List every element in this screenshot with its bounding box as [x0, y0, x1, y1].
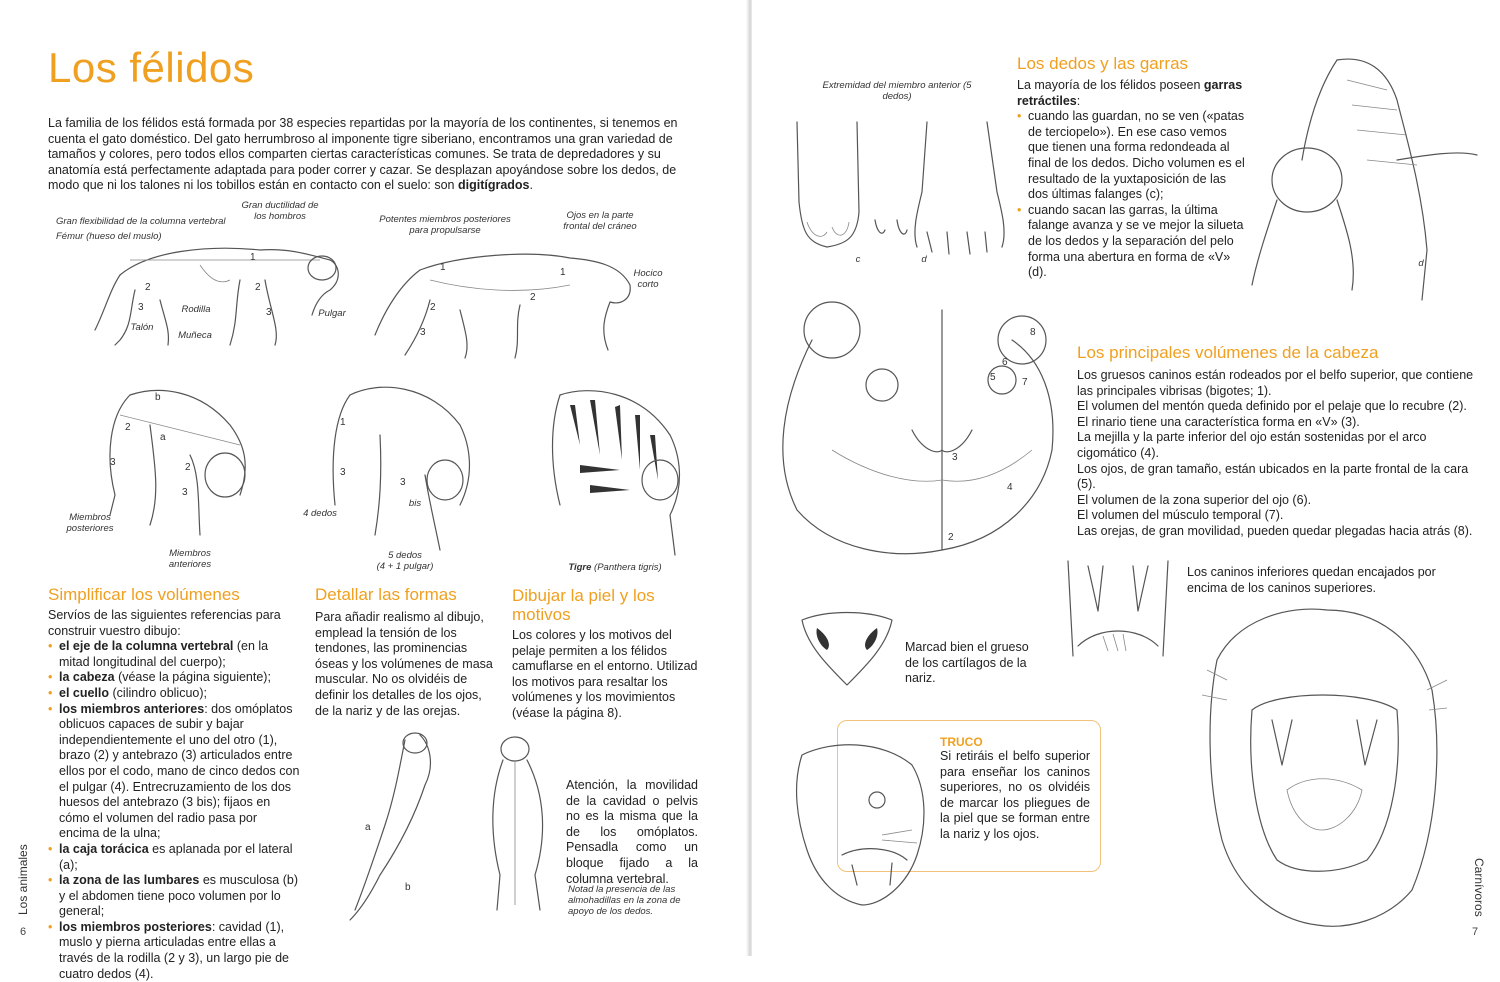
label-pulgar: Pulgar	[318, 308, 346, 319]
simplificar-intro: Servíos de las siguientes referencias para construir vuestro dibujo:	[48, 608, 281, 638]
svg-text:2: 2	[185, 462, 191, 473]
list-item-text: (véase la página siguiente);	[114, 670, 271, 685]
list-item	[48, 686, 300, 702]
volumen-line: El volumen del músculo temporal (7).	[1077, 508, 1284, 523]
svg-text:2: 2	[125, 422, 131, 433]
list-item-bold: la cabeza	[59, 670, 115, 685]
svg-text:3: 3	[400, 477, 406, 488]
svg-text:b: b	[155, 392, 161, 403]
label-cinco-dedos: 5 dedos	[388, 550, 422, 561]
list-item-text: es musculosa (b) y el abdomen tiene poco volumen por lo general;	[59, 873, 298, 919]
letter-d-tiger: d	[1418, 258, 1424, 269]
dedos-intro: La mayoría de los félidos poseen	[1017, 78, 1204, 92]
volumen-line: Las orejas, de gran movilidad, pueden quedar plegadas hacia atrás (8).	[1077, 523, 1473, 538]
side-label-right: Carnívoros	[1472, 858, 1486, 917]
piel-text: Los colores y los motivos del pelaje permiten a los félidos camuflarse en el entorno. Utilizad los motivos para resaltar los volúmenes y los movimientos (véase la página 8).	[512, 628, 698, 720]
extremidad-caption: Extremidad del miembro anterior (5 dedos)	[822, 80, 972, 102]
dedos-intro-bold: garras retráctiles	[1017, 78, 1243, 108]
heading-volumenes: Los principales volúmenes de la cabeza	[1077, 343, 1379, 362]
left-page	[0, 0, 748, 981]
list-item-text: : dos omóplatos oblicuos capaces de subir y bajar independientemente el uno del otro (1), brazo (2) y antebrazo (3) articulados entre ellos por el codo, mano de cinco dedos con el pulgar (4). Entrecruzamiento de los dos huesos del antebrazo (3 bis); fijaos en cómo el volumen del radio pasa por encima de la ulna;	[59, 701, 300, 841]
spine-top-view-drawing	[340, 725, 450, 925]
volumen-line: El rinario tiene una característica forma en «V» (3).	[1077, 414, 1360, 429]
letter-d: d	[921, 254, 927, 265]
label-talon: Talón	[130, 322, 154, 333]
volumen-line: El volumen del mentón queda definido por el pelaje que lo recubre (2).	[1077, 399, 1467, 414]
simplificar-list	[48, 639, 300, 982]
svg-text:1: 1	[560, 267, 566, 278]
dedos-block	[1017, 78, 1249, 281]
head-volumes-drawing	[772, 300, 1072, 580]
list-item	[48, 639, 300, 670]
caninos-text: Los caninos inferiores quedan encajados por encima de los caninos superiores.	[1187, 565, 1436, 595]
caption-tigre-bold: Tigre	[568, 562, 592, 573]
lioness-snarl-drawing	[782, 735, 932, 910]
list-item-bold: el eje de la columna vertebral	[59, 639, 234, 654]
label-columna: Gran flexibilidad de la columna vertebral	[56, 216, 226, 227]
svg-text:2: 2	[948, 532, 954, 543]
label-hombros: Gran ductilidad de los hombros	[241, 200, 319, 222]
simplificar-block	[48, 608, 300, 982]
svg-text:1: 1	[250, 252, 256, 263]
truco-text: Si retiráis el belfo superior para enseñar los caninos superiores, no os olvidéis de marcar los pliegues de la piel que se forman entre la nariz y los ojos.	[940, 749, 1090, 841]
page-number-right: 7	[1472, 926, 1479, 938]
intro-text: La familia de los félidos está formada por 38 especies repartidas por la mayoría de los continentes, si tenemos en cuenta el gato doméstico. Del gato herrumbroso al imponente tigre siberiano, encontramos una gran variedad de tamaños y colores, pero todos ellos comparten ciertas características comunes. Se trata de depredadores y su anatomía está perfectamente adaptada para poder correr y cazar. Se desplazan apoyándose sobre los dedos, de modo que ni los talones ni los tobillos están en contacto con el suelo: son	[48, 116, 678, 193]
label-hocico: Hocico corto	[633, 268, 663, 290]
list-item	[48, 670, 300, 686]
label-miembros-posteriores: Miembros posteriores	[66, 512, 114, 534]
label-cinco-dedos-2: (4 + 1 pulgar)	[376, 561, 434, 572]
roaring-tiger-drawing	[1197, 600, 1447, 930]
volumen-line: Los ojos, de gran tamaño, están ubicados en la parte frontal de la cara (5).	[1077, 461, 1469, 492]
list-item: • cuando las guardan, no se ven («patas de terciopelo»). En ese caso vemos que tienen una forma redondeada al final de los dedos. Dicho volumen es el resultado de la yuxtaposición de las dos últimas falanges (c);	[1017, 109, 1249, 203]
volumenes-block	[1077, 368, 1477, 540]
truco-content	[940, 735, 1090, 843]
svg-text:4: 4	[1007, 482, 1013, 493]
list-item-text: : cavidad (1), muslo y pierna articuladas entre ellas a través de la rodilla (2 y 3), un largo pie de cuatro dedos (4).	[59, 919, 289, 981]
list-item	[48, 873, 300, 920]
svg-text:3: 3	[340, 467, 346, 478]
svg-text:2: 2	[530, 292, 536, 303]
notad-caption: Notad la presencia de las almohadillas en la zona de apoyo de los dedos.	[568, 884, 681, 917]
cat-back-view-drawing	[485, 735, 565, 915]
list-item-bold: el cuello	[59, 685, 110, 700]
label-ojos: Ojos en la parte frontal del cráneo	[563, 210, 637, 232]
svg-text:a: a	[365, 822, 371, 833]
svg-text:b: b	[405, 882, 411, 893]
label-miembros-anteriores: Miembros anteriores	[168, 548, 212, 570]
nariz-text: Marcad bien el grueso de los cartílagos de la nariz.	[905, 640, 1029, 686]
svg-text:7: 7	[1022, 377, 1028, 388]
skeleton-cat-drawing	[90, 220, 350, 370]
svg-text:2: 2	[430, 302, 436, 313]
svg-text:3: 3	[182, 487, 188, 498]
side-label-left: Los animales	[16, 844, 30, 915]
heading-simplificar: Simplificar los volúmenes	[48, 585, 240, 604]
atencion-text: Atención, la movilidad de la cavidad o pelvis no es la misma que la de los omóplatos. Pensadla como un bloque fijado a la columna vertebral.	[566, 778, 698, 886]
svg-text:5: 5	[990, 372, 996, 383]
svg-text:3: 3	[138, 302, 144, 313]
caption-tigre	[540, 562, 690, 573]
intro-paragraph	[48, 116, 700, 194]
right-page	[752, 0, 1500, 956]
nose-drawing	[797, 610, 897, 690]
list-item	[48, 842, 300, 873]
list-item	[48, 702, 300, 842]
truco-label: TRUCO	[940, 735, 983, 749]
svg-text:8: 8	[1030, 327, 1036, 338]
svg-text:3: 3	[266, 307, 272, 318]
letter-c: c	[855, 254, 861, 265]
volumen-line: Los gruesos caninos están rodeados por el belfo superior, que contiene las principales vibrisas (bigotes; 1).	[1077, 368, 1474, 398]
list-item-text: (cilindro oblicuo);	[109, 685, 207, 700]
heading-dedos: Los dedos y las garras	[1017, 54, 1189, 73]
intro-bold: digitígrados	[457, 178, 530, 193]
list-item	[48, 920, 300, 982]
teeth-drawing	[1058, 556, 1178, 666]
svg-text:a: a	[160, 432, 166, 443]
svg-text:1: 1	[440, 262, 446, 273]
svg-text:2: 2	[255, 282, 261, 293]
label-cuatro-dedos: 4 dedos	[303, 508, 337, 519]
label-femur: Fémur (hueso del muslo)	[56, 231, 162, 242]
list-item-bold: la zona de las lumbares	[59, 873, 200, 888]
heading-piel: Dibujar la piel y los motivos	[512, 586, 655, 624]
svg-text:3: 3	[110, 457, 116, 468]
svg-text:2: 2	[145, 282, 151, 293]
intro-end: .	[529, 178, 533, 193]
lioness-front-drawing	[320, 375, 490, 555]
label-bis: bis	[408, 498, 422, 509]
list-item: • cuando sacan las garras, la última falange avanza y se ve mejor la silueta de los dedos y la separación del pelo forma una abertura en forma de «V» (d).	[1017, 203, 1249, 281]
dedos-intro-end: :	[1076, 93, 1081, 108]
volumen-line: La mejilla y la parte inferior del ojo están sostenidas por el arco cigomático (4).	[1077, 430, 1427, 460]
volumen-line: El volumen de la zona superior del ojo (6).	[1077, 492, 1312, 507]
label-potentes: Potentes miembros posteriores para propulsarse	[379, 214, 511, 236]
list-item-bold: la caja torácica	[59, 841, 149, 856]
label-rodilla: Rodilla	[181, 304, 211, 315]
lioness-walking-drawing	[370, 240, 640, 370]
svg-text:3: 3	[420, 327, 426, 338]
detallar-text: Para añadir realismo al dibujo, emplead la tensión de los tendones, las prominencias óseas y los volúmenes de masa muscular. No os olvidéis de definir los detalles de los ojos, de la nariz y de las orejas.	[315, 610, 493, 718]
page-title: Los félidos	[48, 44, 255, 91]
list-item-bold: los miembros posteriores	[59, 919, 212, 934]
heading-detallar: Detallar las formas	[315, 585, 457, 604]
crouching-tiger-drawing	[1247, 50, 1477, 310]
dedos-list	[1017, 109, 1249, 281]
tiger-drawing	[540, 385, 690, 565]
svg-text:1: 1	[340, 417, 346, 428]
caption-tigre-rest: (Panthera tigris)	[591, 562, 662, 573]
label-muneca: Muñeca	[178, 330, 212, 341]
page-number-left: 6	[20, 926, 27, 938]
list-item-bold: los miembros anteriores	[59, 701, 205, 716]
svg-text:6: 6	[1002, 357, 1008, 368]
list-item-text: (en la mitad longitudinal del cuerpo);	[59, 639, 269, 669]
list-item-text: es aplanada por el lateral (a);	[59, 841, 293, 872]
svg-text:3: 3	[952, 452, 958, 463]
paws-drawing	[787, 112, 1027, 262]
